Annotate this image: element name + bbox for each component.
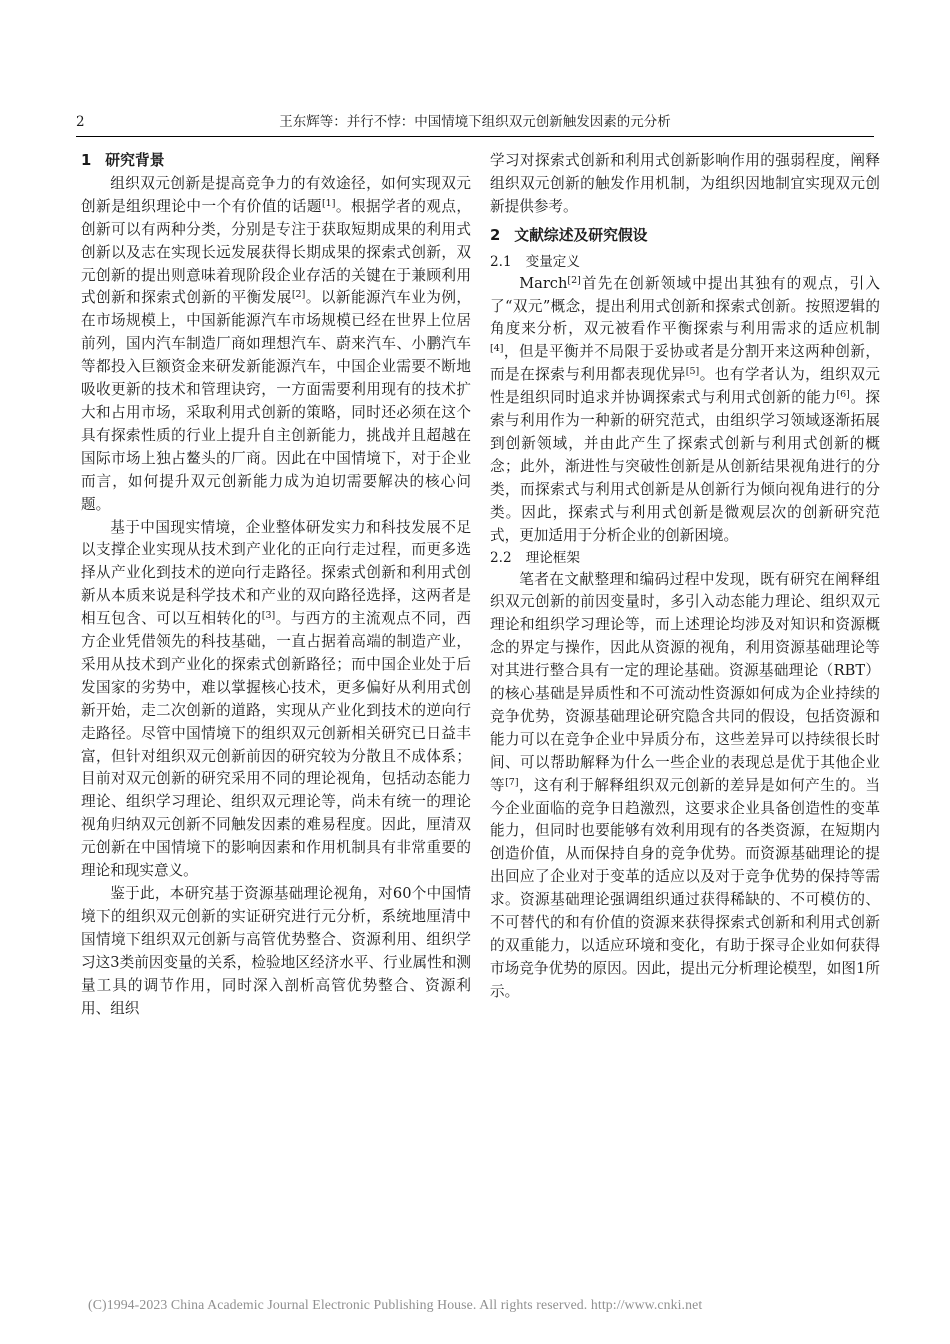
citation-ref: [7] — [505, 776, 519, 788]
running-header — [76, 112, 874, 137]
text-run: 。以新能源汽车业为例，在市场规模上，中国新能源汽车市场规模已经在世界上位居前列，国内汽车制造厂商如理想汽车、蔚来汽车、小鹏汽车等都投入巨额资金来研发新能源汽车，中国企业需要不断地吸收更新的技术和管理诀窍，一方面需要利用现有的技术扩大和占用市场，采取利用式创新的策略，同时还必须在这个具有探索性质的行业上提升自主创新能力，挑战并且超越在国际市场上独占鳌头的厂商。因此在中国情境下，对于企业而言，如何提升双元创新能力成为迫切需要解决的核心问题。 — [81, 289, 471, 513]
subsection-heading-2-2 — [490, 548, 880, 569]
page-number: 2 — [76, 114, 85, 130]
text-run: 。与西方的主流观点不同，西方企业凭借领先的科技基础，一直占据着高端的制造产业，采用从技术到产业化的探索式创新路径；而中国企业处于后发国家的劣势中，难以掌握核心技术，更多偏好从利用式创新开始，走二次创新的道路，实现从产业化到技术的逆向行走路径。尽管中国情境下的组织双元创新相关研究已日益丰富，但针对组织双元创新前因的研究较为分散且不成体系；目前对双元创新的研究采用不同的理论视角，包括动态能力理论、组织学习理论、组织双元理论等，尚未有统一的理论视角归纳双元创新不同触发因素的难易程度。因此，厘清双元创新在中国情境下的影响因素和作用机制具有非常重要的理论和现实意义。 — [81, 610, 471, 880]
section-number: 2 — [490, 226, 501, 244]
paragraph-continuation — [490, 150, 880, 219]
citation-ref: [1] — [321, 197, 336, 209]
citation-ref: [4] — [490, 343, 504, 355]
paragraph — [81, 173, 471, 517]
section-title: 研究背景 — [105, 152, 165, 169]
right-column — [490, 150, 880, 1004]
text-run: 组织双元创新是提高竞争力的有效途径，如何实现双元创新是组织理论中一个有价值的话题 — [81, 174, 471, 215]
text-run: 。也有学者认为，组织双元性是组织同时追求并协调探索式与利用式创新的能力 — [490, 366, 880, 407]
citation-ref: [5] — [685, 366, 700, 378]
text-run: 首先在创新领域中提出其独有的观点，引入了“双元”概念，提出利用式创新和探索式创新。按照逻辑的角度来分析，双元被看作平衡探索与利用需求的适应机制 — [490, 274, 880, 338]
section-heading-1 — [81, 150, 471, 173]
paragraph — [490, 273, 880, 548]
section-number: 1 — [81, 152, 92, 169]
citation-ref: [3] — [261, 610, 276, 622]
subsection-number: 2.2 — [490, 549, 512, 566]
paragraph — [81, 517, 471, 884]
text-run: 学习对探索式创新和利用式创新影响作用的强弱程度，阐释组织双元创新的触发作用机制，为组织因地制宜实现双元创新提供参考。 — [490, 152, 880, 215]
section-heading-2 — [490, 225, 880, 248]
subsection-heading-2-1 — [490, 252, 880, 273]
text-run: ，这有利于解释组织双元创新的差异是如何产生的。当今企业面临的竞争日趋激烈，这要求企业具备创造性的变革能力，但同时也要能够有效利用现有的各类资源，在短期内创造价值，从而保持自身的竞争优势。而资源基础理论的提出回应了企业对于变革的适应以及对于竞争优势的保持等需求。资源基础理论强调组织通过获得稀缺的、不可模仿的、不可替代的和有价值的资源来获得探索式创新和利用式创新的双重能力，以适应环境和变化，有助于探寻企业如何获得市场竞争优势的原因。因此，提出元分析理论模型，如图1所示。 — [490, 776, 880, 1000]
text-run: ，但是平衡并不局限于妥协或者是分割开来这两种创新，而是在探索与利用都表现优异 — [490, 343, 880, 384]
subsection-title: 变量定义 — [525, 253, 580, 270]
text-run: March — [519, 274, 568, 292]
text-run: 鉴于此，本研究基于资源基础理论视角，对60个中国情境下的组织双元创新的实证研究进行元分析，系统地厘清中国情境下组织双元创新与高管优势整合、资源利用、组织学习这3类前因变量的关系，检验地区经济水平、行业属性和测量工具的调节作用，同时深入剖析高管优势整合、资源利用、组织 — [81, 885, 471, 1017]
section-title: 文献综述及研究假设 — [514, 226, 648, 244]
citation-ref: [2] — [291, 289, 306, 301]
subsection-title: 理论框架 — [525, 549, 580, 566]
running-title: 王东辉等：并行不悖：中国情境下组织双元创新触发因素的元分析 — [279, 114, 671, 130]
text-run: 。根据学者的观点，创新可以有两种分类，分别是专注于获取短期成果的利用式创新以及志在实现长远发展获得长期成果的探索式创新，双元创新的提出则意味着现阶段企业存活的关键在于兼顾利用式创新和探索式创新的平衡发展 — [81, 197, 471, 307]
text-run: 笔者在文献整理和编码过程中发现，既有研究在阐释组织双元创新的前因变量时，多引入动态能力理论、组织双元理论和组织学习理论等，而上述理论均涉及对知识和资源概念的界定与操作，因此从资源的视角，利用资源基础理论等对其进行整合具有一定的理论基础。资源基础理论（RBT）的核心基础是异质性和不可流动性资源如何成为企业持续的竞争优势，资源基础理论研究隐含共同的假设，包括资源和能力可以在竞争企业中异质分布，这些差异可以持续很长时间、可以帮助解释为什么一些企业的表现总是优于其他企业等 — [490, 570, 880, 794]
citation-ref: [6] — [836, 389, 850, 401]
text-run: 。探索与利用作为一种新的研究范式，由组织学习领域逐渐拓展到创新领域，并由此产生了探索式创新与利用式创新的概念；此外，渐进性与突破性创新是从创新结果视角进行的分类，而探索式与利用式创新是从创新行为倾向视角进行的分类。因此，探索式与利用式创新是微观层次的创新研究范式，更加适用于分析企业的创新困境。 — [490, 389, 880, 544]
citation-ref: [2] — [567, 274, 581, 286]
paragraph — [490, 569, 880, 1004]
subsection-number: 2.1 — [490, 253, 512, 270]
left-column — [81, 150, 471, 1020]
text-run: 基于中国现实情境，企业整体研发实力和科技发展不足以支撑企业实现从技术到产业化的正向行走过程，而更多选择从产业化到技术的逆向行走路径。探索式创新和利用式创新从本质来说是科学技术和产业的双向路径选择，这两者是相互包含、可以互相转化的 — [81, 518, 471, 628]
paragraph — [81, 883, 471, 1020]
copyright-footer: (C)1994-2023 China Academic Journal Electronic Publishing House. All rights reserved. http://www.cnki.net — [88, 1297, 703, 1312]
